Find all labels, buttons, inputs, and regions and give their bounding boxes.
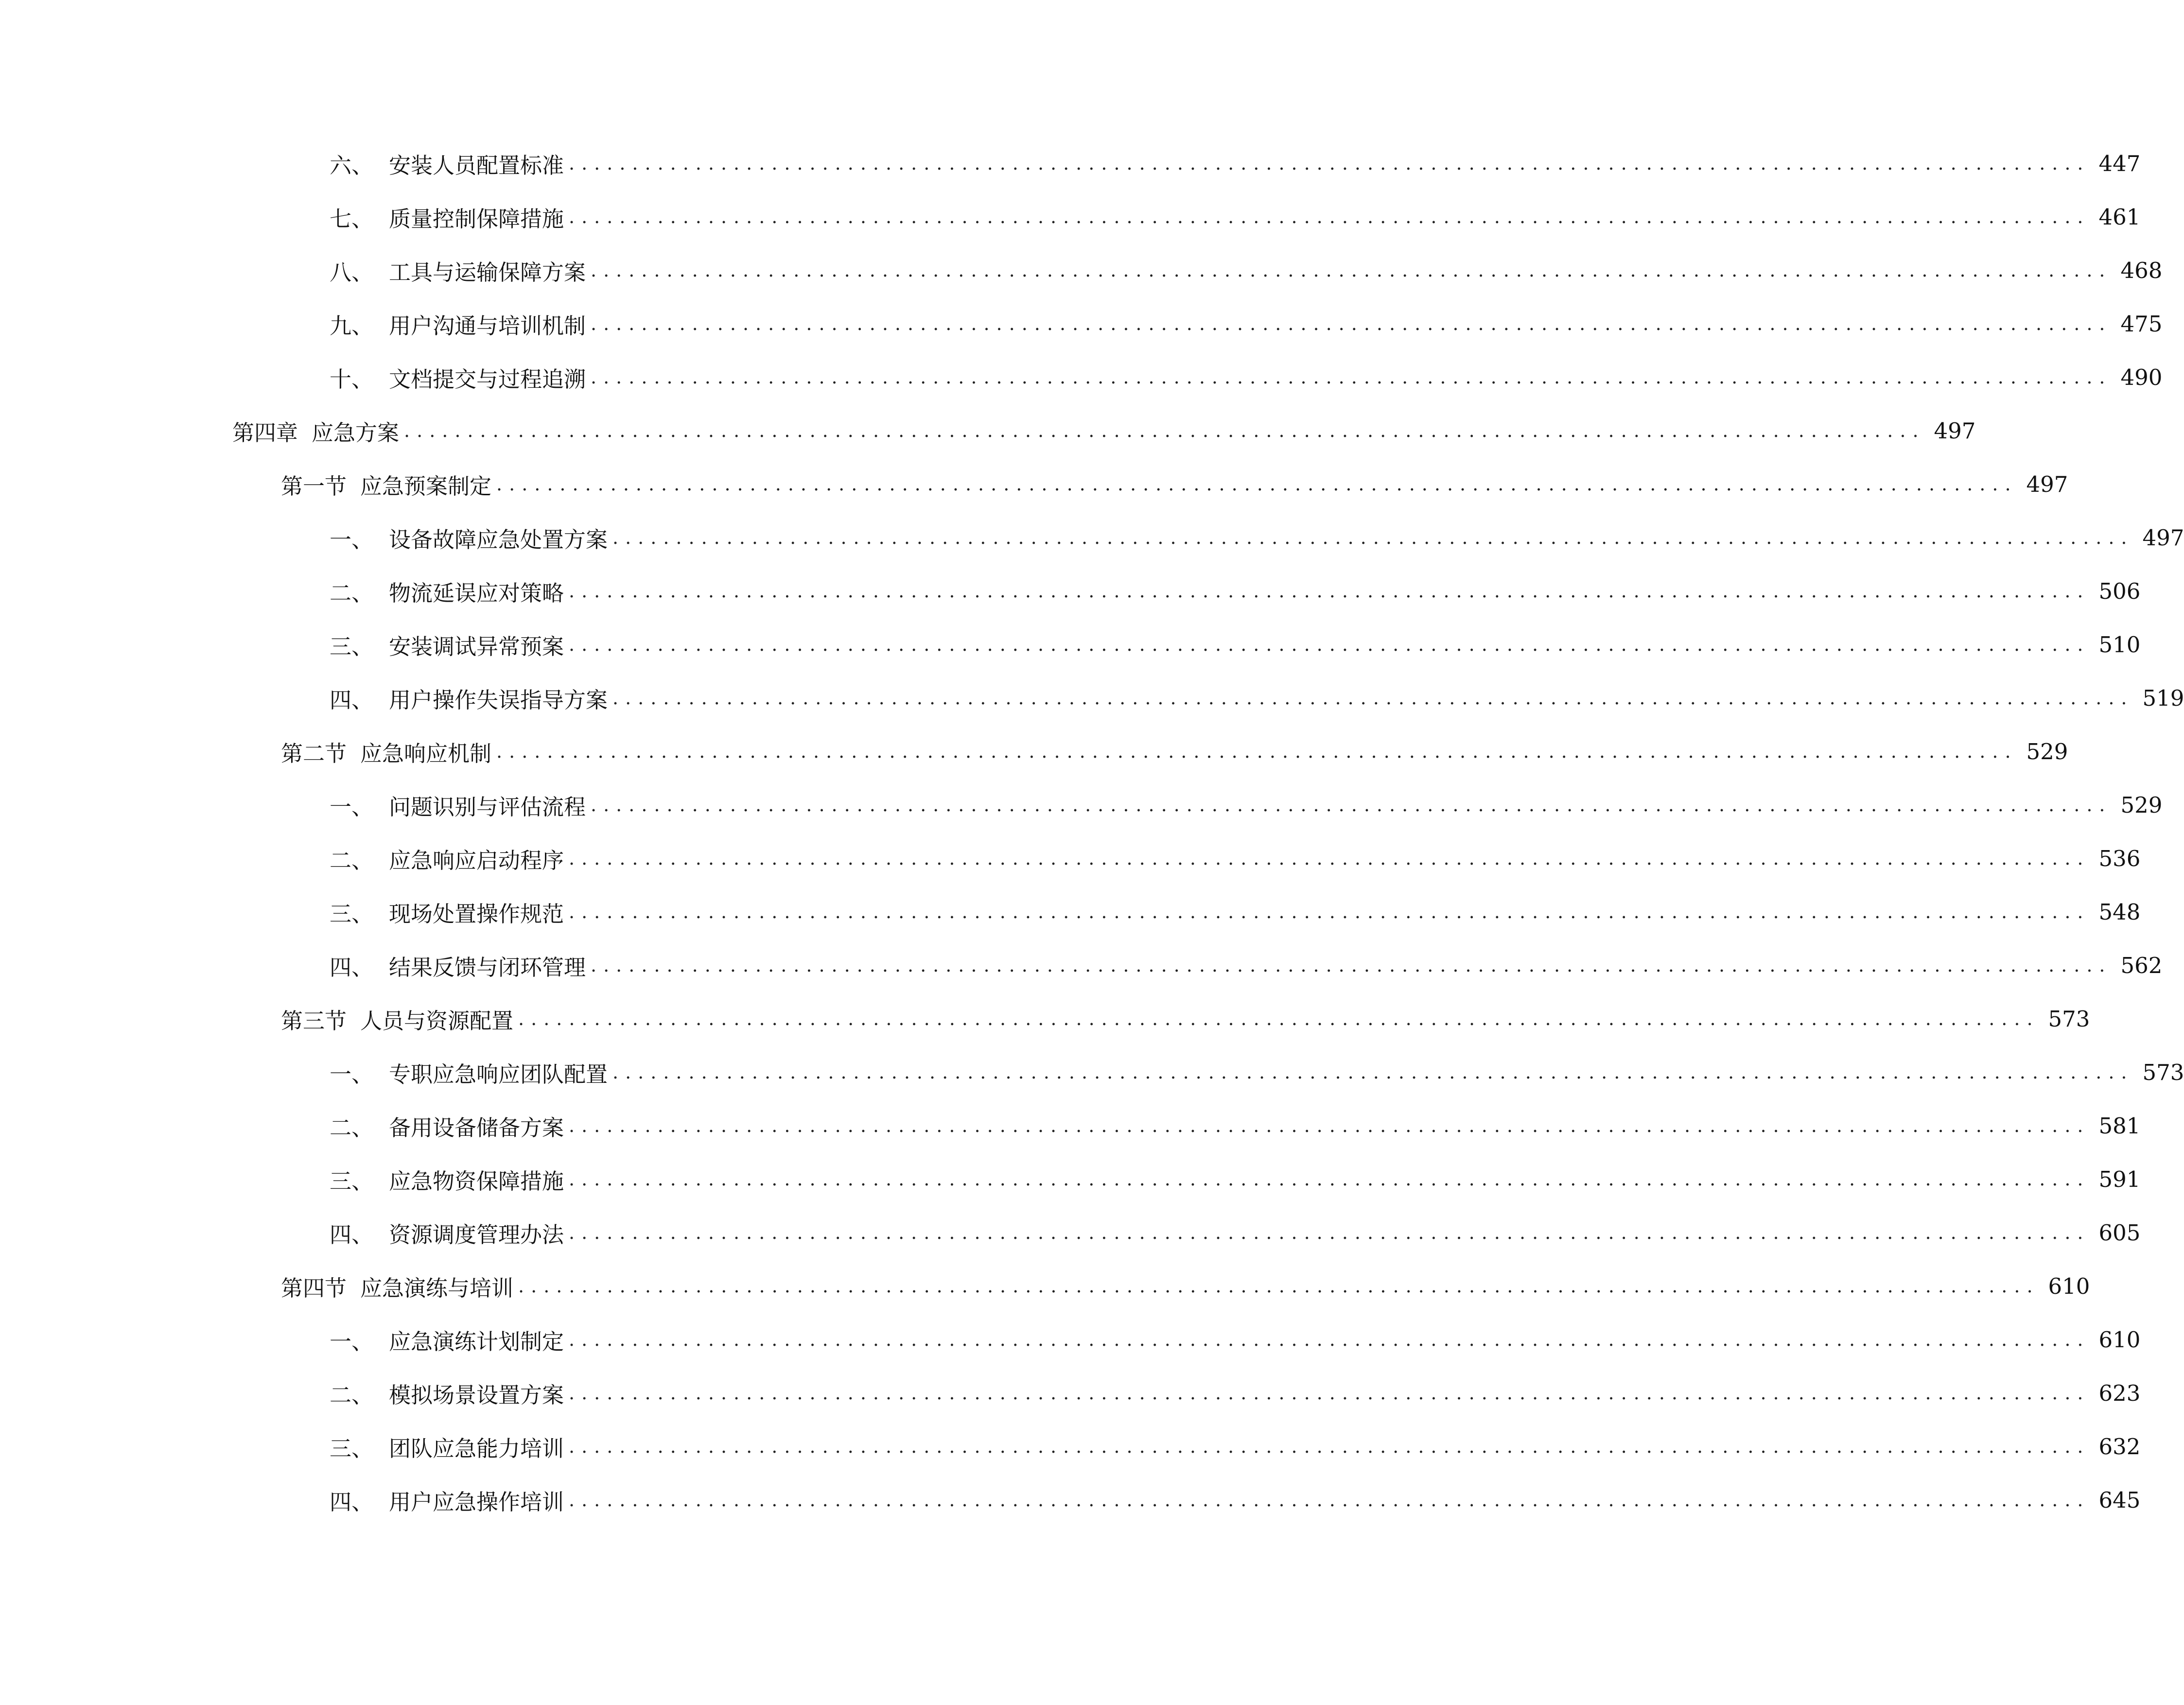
toc-entry[interactable] bbox=[330, 839, 2141, 878]
toc-entry-number: 二、 bbox=[330, 580, 374, 606]
toc-entry[interactable] bbox=[330, 518, 2184, 557]
toc-dot-leader: ........................................................................................................................ bbox=[591, 313, 2112, 334]
toc-entry-number: 二、 bbox=[330, 1382, 374, 1408]
toc-entry-page: 536 bbox=[2098, 845, 2141, 871]
toc-dot-leader: ........................................................................................................................ bbox=[569, 848, 2090, 869]
toc-entry-number: 一、 bbox=[330, 526, 374, 553]
toc-dot-leader: ........................................................................................................................ bbox=[569, 1489, 2090, 1511]
toc-entry-page: 529 bbox=[2026, 738, 2068, 765]
toc-dot-leader: ........................................................................................................................ bbox=[591, 366, 2112, 388]
toc-entry-page: 623 bbox=[2098, 1380, 2141, 1406]
toc-entry-title: 质量控制保障措施 bbox=[389, 206, 564, 232]
toc-entry-number: 六、 bbox=[330, 152, 374, 178]
toc-entry-number: 九、 bbox=[330, 313, 374, 339]
toc-entry-page: 519 bbox=[2142, 685, 2184, 711]
toc-dot-leader: ........................................................................................................................ bbox=[496, 741, 2018, 762]
toc-entry-section[interactable] bbox=[281, 732, 2068, 771]
toc-entry-title: 现场处置操作规范 bbox=[389, 901, 564, 927]
toc-entry[interactable] bbox=[330, 251, 2163, 290]
toc-entry-title: 用户沟通与培训机制 bbox=[389, 313, 586, 339]
toc-entry-title: 应急响应机制 bbox=[360, 740, 492, 766]
toc-entry-title: 用户操作失误指导方案 bbox=[389, 687, 608, 713]
toc-entry[interactable] bbox=[330, 1160, 2141, 1199]
toc-entry-title: 专职应急响应团队配置 bbox=[389, 1061, 608, 1087]
toc-entry-title: 设备故障应急处置方案 bbox=[389, 526, 608, 553]
toc-entry[interactable] bbox=[330, 197, 2141, 236]
toc-entry[interactable] bbox=[330, 1053, 2184, 1092]
toc-entry-number: 第四节 bbox=[281, 1275, 347, 1301]
toc-entry-page: 506 bbox=[2098, 578, 2141, 604]
toc-dot-leader: ........................................................................................................................ bbox=[496, 473, 2018, 495]
toc-dot-leader: ........................................................................................................................ bbox=[591, 955, 2112, 976]
toc-entry-page: 573 bbox=[2142, 1059, 2184, 1085]
toc-entry-title: 工具与运输保障方案 bbox=[389, 259, 586, 285]
toc-entry-number: 第一节 bbox=[281, 473, 347, 499]
toc-entry-title: 模拟场景设置方案 bbox=[389, 1382, 564, 1408]
toc-entry-number: 二、 bbox=[330, 1114, 374, 1141]
toc-entry-number: 四、 bbox=[330, 954, 374, 980]
toc-entry[interactable] bbox=[330, 625, 2141, 664]
toc-entry[interactable] bbox=[330, 1374, 2141, 1412]
toc-entry-page: 605 bbox=[2098, 1219, 2141, 1246]
toc-entry-page: 497 bbox=[2142, 524, 2184, 551]
toc-dot-leader: ........................................................................................................................ bbox=[518, 1008, 2040, 1029]
toc-entry[interactable] bbox=[330, 785, 2163, 824]
toc-entry-number: 四、 bbox=[330, 687, 374, 713]
toc-entry-title: 安装调试异常预案 bbox=[389, 633, 564, 660]
toc-entry-title: 结果反馈与闭环管理 bbox=[389, 954, 586, 980]
toc-entry-number: 四、 bbox=[330, 1489, 374, 1515]
toc-dot-leader: ........................................................................................................................ bbox=[404, 420, 1925, 441]
toc-entry-number: 第四章 bbox=[232, 419, 298, 446]
toc-entry-number: 三、 bbox=[330, 1435, 374, 1461]
toc-dot-leader: ........................................................................................................................ bbox=[612, 687, 2134, 709]
toc-entry-page: 573 bbox=[2048, 1006, 2090, 1032]
toc-entry-page: 581 bbox=[2098, 1113, 2141, 1139]
toc-entry-section[interactable] bbox=[281, 999, 2090, 1038]
toc-entry-page: 475 bbox=[2120, 311, 2163, 337]
toc-entry[interactable] bbox=[330, 1213, 2141, 1252]
toc-entry-title: 资源调度管理办法 bbox=[389, 1221, 564, 1248]
toc-entry[interactable] bbox=[330, 304, 2163, 343]
toc-entry-number: 一、 bbox=[330, 794, 374, 820]
toc-dot-leader: ........................................................................................................................ bbox=[569, 1382, 2090, 1404]
toc-entry-number: 四、 bbox=[330, 1221, 374, 1248]
toc-entry-page: 610 bbox=[2048, 1273, 2090, 1299]
toc-dot-leader: ........................................................................................................................ bbox=[569, 634, 2090, 655]
toc-entry-number: 三、 bbox=[330, 633, 374, 660]
toc-entry-page: 562 bbox=[2120, 952, 2163, 978]
toc-entry-page: 529 bbox=[2120, 792, 2163, 818]
toc-entry-title: 用户应急操作培训 bbox=[389, 1489, 564, 1515]
toc-dot-leader: ........................................................................................................................ bbox=[569, 1436, 2090, 1457]
toc-entry-number: 三、 bbox=[330, 1168, 374, 1194]
toc-entry-page: 461 bbox=[2098, 204, 2141, 230]
toc-entry-title: 文档提交与过程追溯 bbox=[389, 366, 586, 392]
toc-entry-page: 497 bbox=[2026, 471, 2068, 497]
toc-entry-page: 447 bbox=[2098, 150, 2141, 176]
toc-entry-title: 人员与资源配置 bbox=[360, 1008, 514, 1034]
toc-entry[interactable] bbox=[330, 1106, 2141, 1145]
toc-entry[interactable] bbox=[330, 358, 2163, 397]
toc-entry-number: 七、 bbox=[330, 206, 374, 232]
toc-entry-title: 应急物资保障措施 bbox=[389, 1168, 564, 1194]
toc-entry-page: 497 bbox=[1934, 418, 1976, 444]
toc-entry-number: 十、 bbox=[330, 366, 374, 392]
toc-entry-title: 应急预案制定 bbox=[360, 473, 492, 499]
toc-entry-number: 第二节 bbox=[281, 740, 347, 766]
toc-entry-title: 问题识别与评估流程 bbox=[389, 794, 586, 820]
toc-dot-leader: ........................................................................................................................ bbox=[569, 901, 2090, 922]
toc-entry[interactable] bbox=[330, 679, 2184, 717]
toc-entry-page: 490 bbox=[2120, 364, 2163, 390]
toc-entry[interactable] bbox=[330, 1480, 2141, 1519]
toc-entry-page: 510 bbox=[2098, 631, 2141, 658]
toc-dot-leader: ........................................................................................................................ bbox=[518, 1275, 2040, 1297]
toc-entry[interactable] bbox=[330, 1427, 2141, 1466]
toc-entry-chapter[interactable] bbox=[232, 411, 1976, 450]
toc-entry[interactable] bbox=[330, 1320, 2141, 1359]
toc-dot-leader: ........................................................................................................................ bbox=[612, 1061, 2134, 1083]
toc-entry-title: 应急方案 bbox=[312, 419, 400, 446]
toc-entry-number: 一、 bbox=[330, 1328, 374, 1355]
toc-entry-title: 应急演练与培训 bbox=[360, 1275, 514, 1301]
toc-entry-number: 三、 bbox=[330, 901, 374, 927]
toc-entry-title: 应急演练计划制定 bbox=[389, 1328, 564, 1355]
toc-dot-leader: ........................................................................................................................ bbox=[569, 153, 2090, 174]
toc-dot-leader: ........................................................................................................................ bbox=[569, 1168, 2090, 1190]
toc-entry-number: 二、 bbox=[330, 847, 374, 873]
toc-entry-title: 团队应急能力培训 bbox=[389, 1435, 564, 1461]
toc-entry-number: 第三节 bbox=[281, 1008, 347, 1034]
toc-dot-leader: ........................................................................................................................ bbox=[569, 1329, 2090, 1350]
toc-entry-page: 632 bbox=[2098, 1433, 2141, 1460]
toc-entry-title: 物流延误应对策略 bbox=[389, 580, 564, 606]
toc-entry[interactable] bbox=[330, 946, 2163, 985]
toc-entry-title: 安装人员配置标准 bbox=[389, 152, 564, 178]
toc-entry-section[interactable] bbox=[281, 465, 2068, 504]
toc-entry-number: 八、 bbox=[330, 259, 374, 285]
toc-dot-leader: ........................................................................................................................ bbox=[612, 527, 2134, 548]
toc-dot-leader: ........................................................................................................................ bbox=[569, 206, 2090, 227]
toc-entry-page: 468 bbox=[2120, 257, 2163, 283]
toc-dot-leader: ........................................................................................................................ bbox=[569, 1115, 2090, 1136]
toc-dot-leader: ........................................................................................................................ bbox=[591, 794, 2112, 816]
toc-entry-section[interactable] bbox=[281, 1267, 2090, 1305]
toc-entry-title: 备用设备储备方案 bbox=[389, 1114, 564, 1141]
toc-entry-number: 一、 bbox=[330, 1061, 374, 1087]
toc-entry-page: 645 bbox=[2098, 1487, 2141, 1513]
toc-dot-leader: ........................................................................................................................ bbox=[569, 1222, 2090, 1243]
toc-entry[interactable] bbox=[330, 892, 2141, 931]
toc-entry-page: 610 bbox=[2098, 1326, 2141, 1353]
toc-entry-page: 548 bbox=[2098, 899, 2141, 925]
toc-dot-leader: ........................................................................................................................ bbox=[591, 260, 2112, 281]
toc-dot-leader: ........................................................................................................................ bbox=[569, 580, 2090, 602]
toc-entry[interactable] bbox=[330, 572, 2141, 610]
toc-entry-title: 应急响应启动程序 bbox=[389, 847, 564, 873]
toc-entry[interactable] bbox=[330, 144, 2141, 183]
toc-entry-page: 591 bbox=[2098, 1166, 2141, 1192]
